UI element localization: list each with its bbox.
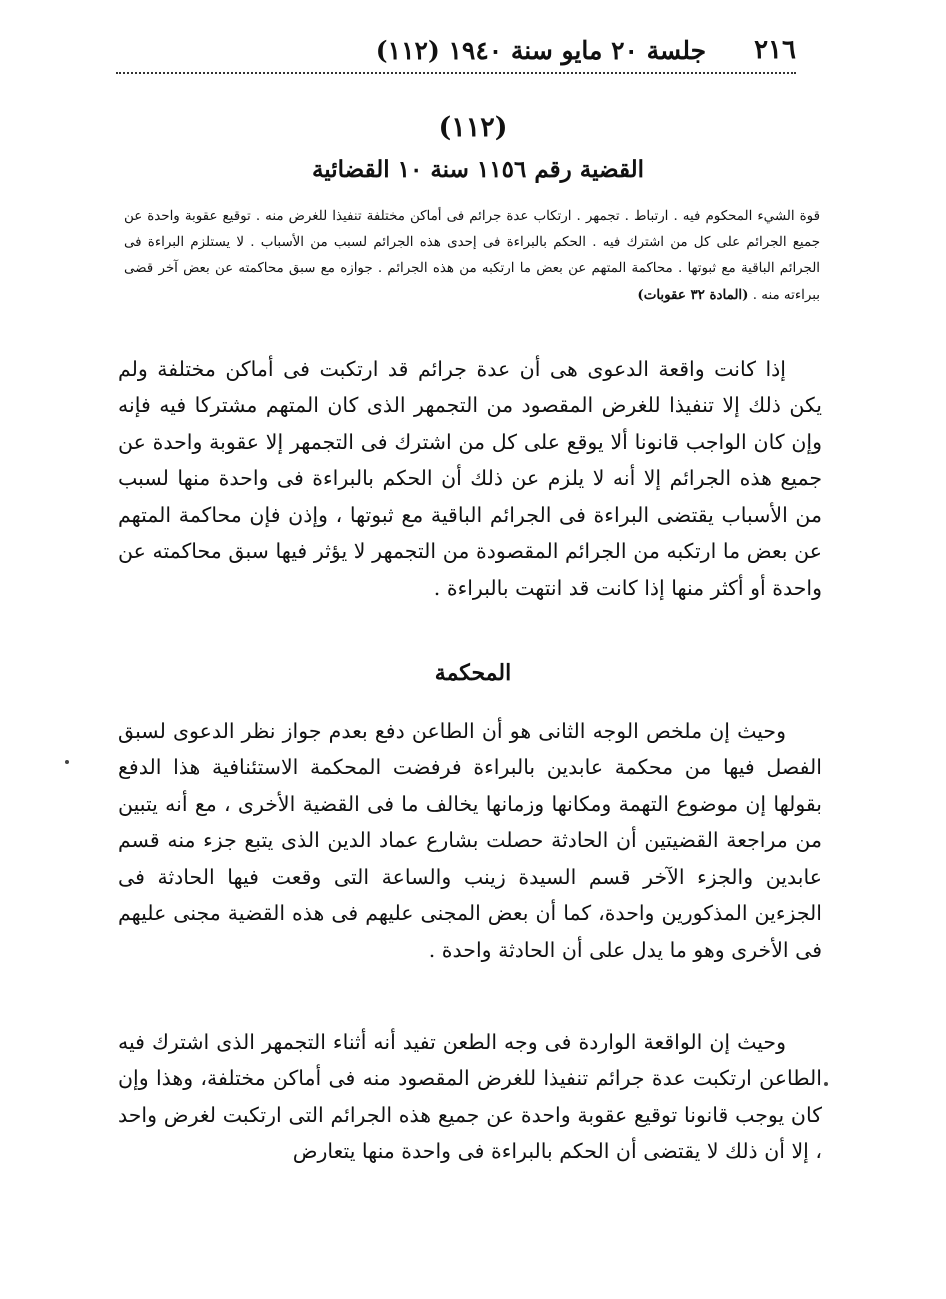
running-header bbox=[118, 30, 796, 70]
case-reference: القضية رقم ١١٥٦ سنة ١٠ القضائية bbox=[311, 156, 644, 183]
session-title: جلسة ٢٠ مايو سنة ١٩٤٠ (١١٢) bbox=[375, 35, 707, 65]
court-paragraph-1: وحيث إن ملخص الوجه الثانى هو أن الطاعن دفع بعدم جواز نظر الدعوى لسبق الفصل فيها من محكمة عابدين بالبراءة فرفضت المحكمة الاستئنافية هذا الدفع بقولها إن موضوع التهمة ومكانها وزمانها يخالف ما فى القضية الأخرى ، مع أنه يتبين من مراجعة القضيتين أن الحادثة حصلت بشارع عماد الدين الذى يتبع جزء منه قسم عابدين والجزء الآخر قسم السيدة زينب والساعة التى وقعت فيها الحادثة فى الجزءين المذكورين واحدة، كما أن بعض المجنى عليهم فى هذه القضية مجنى عليهم فى الأخرى وهو ما يدل على أن الحادثة واحدة . bbox=[118, 718, 822, 962]
court-heading: المحكمة bbox=[434, 660, 512, 686]
header-divider bbox=[116, 72, 796, 74]
margin-mark bbox=[65, 760, 69, 764]
headnote-keywords: قوة الشيء المحكوم فيه . ارتباط . تجمهر . ارتكاب عدة جرائم فى أماكن مختلفة تنفيذا للغرض منه . توقيع عقوبة واحدة عن جميع الجرائم على كل من اشترك فيه . الحكم بالبراءة فى إحدى هذه الجرائم لسبب من الأسباب . لا يستلزم البراءة فى الجرائم الباقية مع ثبوتها . محاكمة المتهم عن بعض ما ارتكبه من هذه الجرائم . جوازه مع سبق محاكمته عن بعض آخر قضى ببراءته منه . bbox=[124, 209, 820, 303]
page-number: ٢١٦ bbox=[754, 35, 796, 65]
margin-mark bbox=[824, 1082, 828, 1086]
legal-principle-summary: إذا كانت واقعة الدعوى هى أن عدة جرائم قد ارتكبت فى أماكن مختلفة ولم يكن ذلك إلا تنفيذا للغرض المقصود من التجمهر الذى كان المتهم مشتركا فيه فإنه وإن كان الواجب قانونا ألا يوقع على كل من اشترك فى التجمهر إلا عقوبة واحدة عن جميع هذه الجرائم إلا أنه لا يلزم عن ذلك أن الحكم بالبراءة فى واحدة منها لسبب من الأسباب يقتضى البراءة فى الجرائم الباقية مع ثبوتها ، وإذن فإن محاكمة المتهم عن بعض ما ارتكبه من الجرائم المقصودة من التجمهر لا يؤثر فيها سبق محاكمته عن واحدة أو أكثر منها إذا كانت قد انتهت بالبراءة . bbox=[118, 356, 822, 600]
court-paragraph-2: وحيث إن الواقعة الواردة فى وجه الطعن تفيد أنه أثناء التجمهر الذى اشترك فيه الطاعن ارتكبت عدة جرائم تنفيذا للغرض المقصود منه فى أماكن مختلفة، وهذا وإن كان يوجب قانونا توقيع عقوبة واحدة عن جميع هذه الجرائم التى ارتكبت لغرض واحد ، إلا أن ذلك لا يقتضى أن الحكم بالبراءة فى واحدة منها يتعارض bbox=[118, 1029, 822, 1163]
headnote bbox=[124, 204, 820, 309]
article-reference: (المادة ٣٢ عقوبات) bbox=[637, 287, 749, 303]
ruling-number: (١١٢) bbox=[438, 112, 508, 143]
